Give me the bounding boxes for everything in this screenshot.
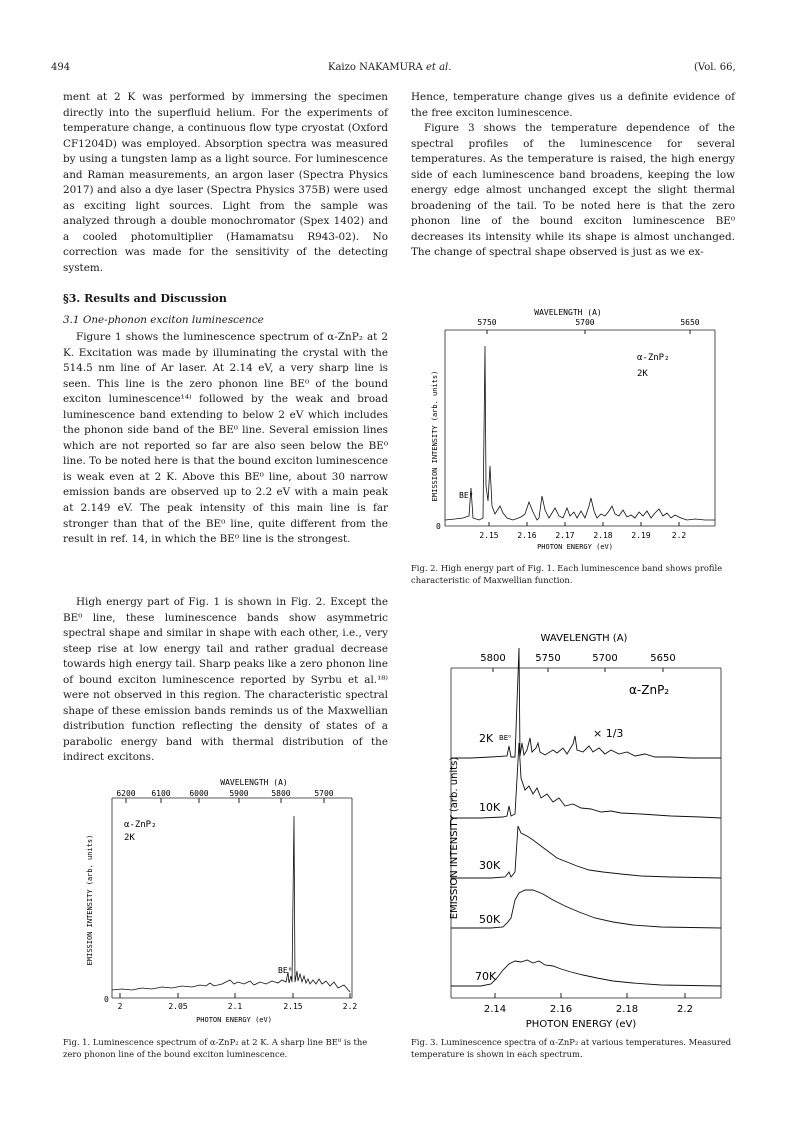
fig3-x-tick: 2.2 [677, 1004, 693, 1015]
fig3-x-tick: 2.18 [615, 1004, 639, 1015]
fig1-zero: 0 [104, 995, 109, 1004]
right-paragraph-1: Hence, temperature change gives us a definite evidence of the free exciton luminescence. [411, 91, 735, 119]
fig3-wl-tick: 5800 [480, 653, 506, 664]
fig2-sample: α-ZnP₂ [637, 353, 670, 363]
fig3-scale: × 1/3 [593, 727, 624, 740]
author-suffix: et al. [425, 62, 452, 73]
fig2-wl-tick: 5700 [575, 318, 595, 327]
fig2-wl-title: WAVELENGTH (A) [534, 308, 602, 317]
fig3-be0-label: BE⁰ [499, 734, 512, 742]
fig3-wl-tick: 5750 [535, 653, 561, 664]
fig1-wl-tick: 5700 [314, 789, 334, 798]
subsection-heading: 3.1 One-phonon exciton luminescence [63, 314, 264, 326]
fig2-x-tick: 2.15 [479, 531, 499, 540]
fig3-wl-tick: 5700 [592, 653, 618, 664]
fig1-x-tick: 2.2 [342, 1002, 358, 1011]
fig2-wl-ticks [477, 318, 699, 334]
fig2-ylabel: EMISSION INTENSITY (arb. units) [431, 370, 439, 502]
fig3-ylabel: EMISSION INTENSITY (arb. units) [449, 756, 460, 920]
fig1-xlabel: PHOTON ENERGY (eV) [196, 1016, 272, 1024]
page-number: 494 [51, 62, 71, 73]
fig3-temp-label: 30K [479, 859, 501, 872]
fig3-xlabel: PHOTON ENERGY (eV) [525, 1019, 637, 1030]
fig1-wl-tick: 6200 [116, 789, 136, 798]
figure-2 [425, 306, 725, 556]
fig3-x-ticks [484, 993, 693, 1015]
fig2-x-tick: 2.2 [671, 531, 687, 540]
fig2-x-ticks [479, 522, 686, 540]
fig3-x-tick: 2.14 [483, 1004, 507, 1015]
fig1-wl-tick: 5800 [271, 789, 291, 798]
fig1-be0-label: BE⁰ [278, 966, 293, 975]
fig2-x-tick: 2.18 [593, 531, 613, 540]
fig3-wl-title: WAVELENGTH (A) [540, 633, 628, 644]
running-author [328, 62, 451, 73]
fig1-spectrum [112, 816, 350, 992]
fig2-x-tick: 2.17 [555, 531, 575, 540]
fig3-temp-label: 10K [479, 801, 501, 814]
fig1-wl-tick: 5900 [229, 789, 249, 798]
fig1-wl-title: WAVELENGTH (A) [220, 778, 288, 787]
fig3-caption: Fig. 3. Luminescence spectra of α-ZnP₂ at various temperatures. Measured temperature is shown in each spectrum. [411, 1037, 732, 1059]
fig2-caption: Fig. 2. High energy part of Fig. 1. Each luminescence band shows profile characteristic of Maxwellian function. [411, 563, 723, 585]
fig1-wl-ticks [116, 789, 333, 803]
figure-3 [441, 628, 741, 1033]
fig1-x-ticks [118, 993, 358, 1011]
fig2-zero: 0 [436, 522, 441, 531]
fig1-x-tick: 2.15 [283, 1002, 303, 1011]
fig1-x-tick: 2.1 [227, 1002, 243, 1011]
fig1-x-tick: 2 [117, 1002, 123, 1011]
fig3-wl-ticks [480, 653, 675, 672]
fig3-temp-label: 2K [479, 732, 494, 745]
fig1-temp: 2K [124, 833, 135, 843]
fig1-x-tick: 2.05 [168, 1002, 188, 1011]
fig3-sample: α-ZnP₂ [629, 683, 670, 697]
left-paragraph-1: ment at 2 K was performed by immersing the specimen directly into the superfluid helium. For the experiments of temperature change, a continuous flow type cryostat (Oxford CF1204D) was employed. Absorption spectra was measured by using a tungsten lamp as a light source. For luminescence and Raman measurements, an argon laser (Spectra Physics 2017) and also a dye laser (Spectra Physics 375B) were used as exciting light sources. Light from the sample was analyzed through a double monochromator (Spex 1402) and a cooled photomultiplier (Hamamatsu R943-02). No correction was made for the sensitivity of the detecting system. [63, 91, 388, 275]
fig2-wl-tick: 5650 [680, 318, 700, 327]
fig3-temp-label: 70K [475, 970, 497, 983]
left-paragraph-2: Figure 1 shows the luminescence spectrum of α-ZnP₂ at 2 K. Excitation was made by illuminating the crystal with the 514.5 nm line of Ar laser. At 2.14 eV, a very sharp line is seen. This line is the zero phonon line BE⁰ of the bound exciton luminescence¹⁴⁾ followed by the weak and broad luminescence band extending to below 2 eV which includes the phonon side band of the BE⁰ line. Several emission lines which are not reported so far are also seen below the BE⁰ line. To be noted here is that the bound exciton luminescence is weak even at 2 K. Above this BE⁰ line, about 30 narrow emission bands are observed up to 2.2 eV with a main peak at 2.149 eV. The peak intensity of this main line is far stronger than that of the BE⁰ line, quite different from the result in ref. 14, in which the BE⁰ line is the strongest. [63, 331, 389, 546]
fig1-caption: Fig. 1. Luminescence spectrum of α-ZnP₂ at 2 K. A sharp line BE⁰ is the zero phonon line of the bound exciton luminescence. [63, 1037, 368, 1059]
fig2-xlabel: PHOTON ENERGY (eV) [537, 543, 613, 551]
fig1-sample: α-ZnP₂ [124, 820, 157, 830]
fig2-x-tick: 2.16 [517, 531, 537, 540]
fig2-temp: 2K [637, 369, 648, 379]
left-paragraph-3: High energy part of Fig. 1 is shown in Fig. 2. Except the BE⁰ line, these luminescence bands show asymmetric spectral shape and similar in shape with each other, i.e., very steep rise at low energy tail and rather gradual decrease towards high energy tail. Sharp peaks like a zero phonon line of bound exciton luminescence reported by Syrbu et al.¹⁸⁾ were not observed in this region. The characteristic spectral shape of these emission bands reminds us of the Maxwellian distribution function reflecting the density of states of a parabolic energy band with thermal distribution of the indirect excitons. [63, 596, 388, 764]
fig1-ylabel: EMISSION INTENSITY (arb. units) [86, 834, 94, 966]
figure-1 [82, 776, 372, 1030]
fig2-x-tick: 2.19 [631, 531, 651, 540]
section-heading: §3. Results and Discussion [63, 292, 227, 305]
fig2-be0-label: BE⁰ [459, 491, 474, 500]
author-name: Kaizo NAKAMURA [328, 62, 423, 73]
fig3-wl-tick: 5650 [650, 653, 676, 664]
volume: (Vol. 66, [694, 62, 736, 73]
fig3-temp-label: 50K [479, 913, 501, 926]
fig1-wl-tick: 6100 [151, 789, 171, 798]
fig2-spectrum [445, 346, 715, 520]
fig1-wl-tick: 6000 [189, 789, 209, 798]
fig2-wl-tick: 5750 [477, 318, 497, 327]
right-paragraph-2: Figure 3 shows the temperature dependence of the spectral profiles of the luminescence for several temperatures. As the temperature is raised, the high energy side of each luminescence band broadens, keeping the low energy edge almost unchanged except the slight thermal broadening of the tail. To be noted here is that the zero phonon line of the bound exciton luminescence BE⁰ decreases its intensity while its shape is almost unchanged. The change of spectral shape observed is just as we ex- [411, 122, 735, 259]
fig3-x-tick: 2.16 [549, 1004, 573, 1015]
